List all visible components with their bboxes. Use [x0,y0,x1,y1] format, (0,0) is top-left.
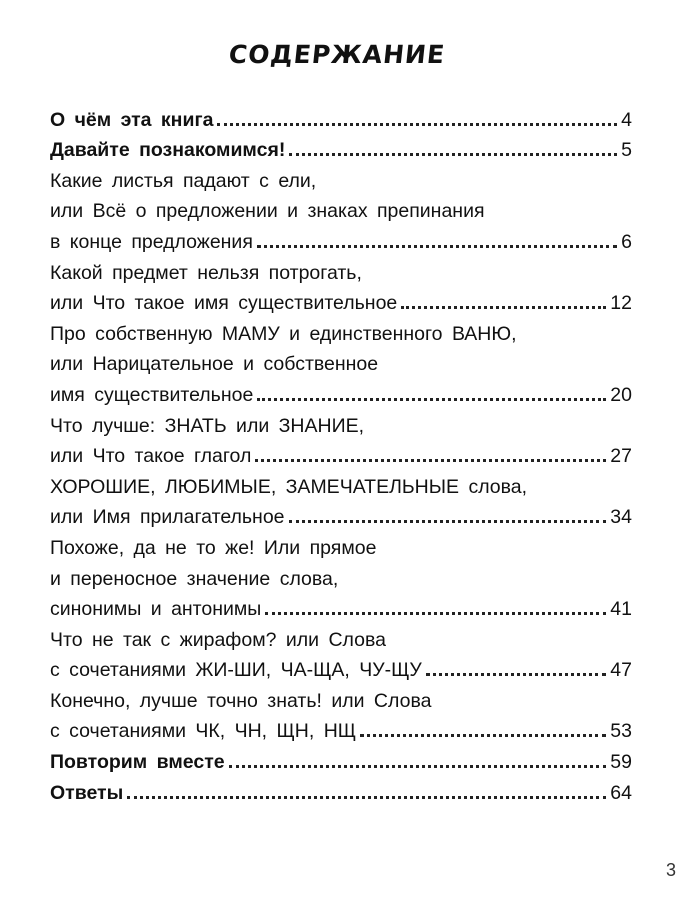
toc-entry-title: Похоже, да не то же! Или прямое [50,536,377,559]
dot-leader [265,612,606,615]
dot-leader [360,734,606,737]
toc-entry-line [50,681,632,712]
toc-entry-title: Какой предмет нельзя потрогать, [50,261,362,284]
toc-entry-title: Давайте познакомимся! [50,139,286,162]
toc-entry-title: или Что такое глагол [50,445,252,468]
toc-entry-title: Что не так с жирафом? или Слова [50,628,386,651]
toc-entry-line [50,192,632,223]
toc-entry-title: с сочетаниями ЧК, ЧН, ЩН, НЩ [50,720,357,743]
toc-entry-page: 64 [610,781,632,804]
toc-entry-title: Какие листья падают с ели, [50,169,317,192]
toc-entry-title: имя существительное [50,383,254,406]
toc-entry-page: 12 [610,292,632,315]
page-number: 3 [665,860,676,880]
toc-entry-title: Конечно, лучше точно знать! или Слова [50,689,432,712]
toc-entry-page: 59 [610,751,632,774]
toc-entry-line [50,161,632,192]
toc-entry-page: 5 [621,139,632,162]
toc-entry-page: 47 [610,659,632,682]
toc-entry [50,222,632,253]
toc-entry-title: Ответы [50,781,124,804]
dot-leader [229,765,607,768]
toc-entry [50,100,632,131]
toc-entry-line [50,467,632,498]
toc-entry-title: или Имя прилагательное [50,506,285,529]
toc-entry-line [50,345,632,376]
toc-entry [50,712,632,743]
toc-entry [50,590,632,621]
toc-entry-title: в конце предложения [50,230,253,253]
toc-entry-page: 27 [610,445,632,468]
dot-leader [257,245,617,248]
dot-leader [257,398,606,401]
dot-leader [255,459,606,462]
toc-entry [50,498,632,529]
toc-entry-title: и переносное значение слова, [50,567,339,590]
table-of-contents [50,100,632,804]
toc-entry-title: синонимы и антонимы [50,598,262,621]
toc-entry-title: Повторим вместе [50,751,225,774]
page-title: СОДЕРЖАНИЕ [227,40,447,69]
toc-entry-page: 4 [621,108,632,131]
toc-entry-page: 20 [610,383,632,406]
dot-leader [127,796,606,799]
toc-entry-title: или Всё о предложении и знаках препинания [50,200,485,223]
toc-entry-line [50,406,632,437]
toc-entry [50,284,632,315]
toc-entry-line [50,314,632,345]
dot-leader [289,520,607,523]
toc-entry [50,773,632,804]
toc-entry [50,375,632,406]
toc-entry-title: или Что такое имя существительное [50,292,398,315]
toc-entry [50,742,632,773]
toc-entry-line [50,620,632,651]
dot-leader [217,123,617,126]
dot-leader [426,673,606,676]
dot-leader [289,153,617,156]
toc-entry-page: 34 [610,506,632,529]
toc-entry-title: с сочетаниями ЖИ-ШИ, ЧА-ЩА, ЧУ-ЩУ [50,659,422,682]
toc-entry-title: Про собственную МАМУ и единственного ВАНЮ, [50,322,517,345]
toc-entry [50,437,632,468]
toc-entry-line [50,559,632,590]
toc-entry-title: ХОРОШИЕ, ЛЮБИМЫЕ, ЗАМЕЧАТЕЛЬНЫЕ слова, [50,475,528,498]
toc-entry-title: О чём эта книга [50,108,214,131]
toc-entry-page: 6 [621,230,632,253]
toc-entry-title: или Нарицательное и собственное [50,353,379,376]
toc-entry [50,651,632,682]
toc-entry [50,131,632,162]
toc-entry-page: 41 [610,598,632,621]
toc-entry-title: Что лучше: ЗНАТЬ или ЗНАНИЕ, [50,414,365,437]
toc-entry-line [50,528,632,559]
dot-leader [401,306,606,309]
toc-entry-page: 53 [610,720,632,743]
toc-entry-line [50,253,632,284]
